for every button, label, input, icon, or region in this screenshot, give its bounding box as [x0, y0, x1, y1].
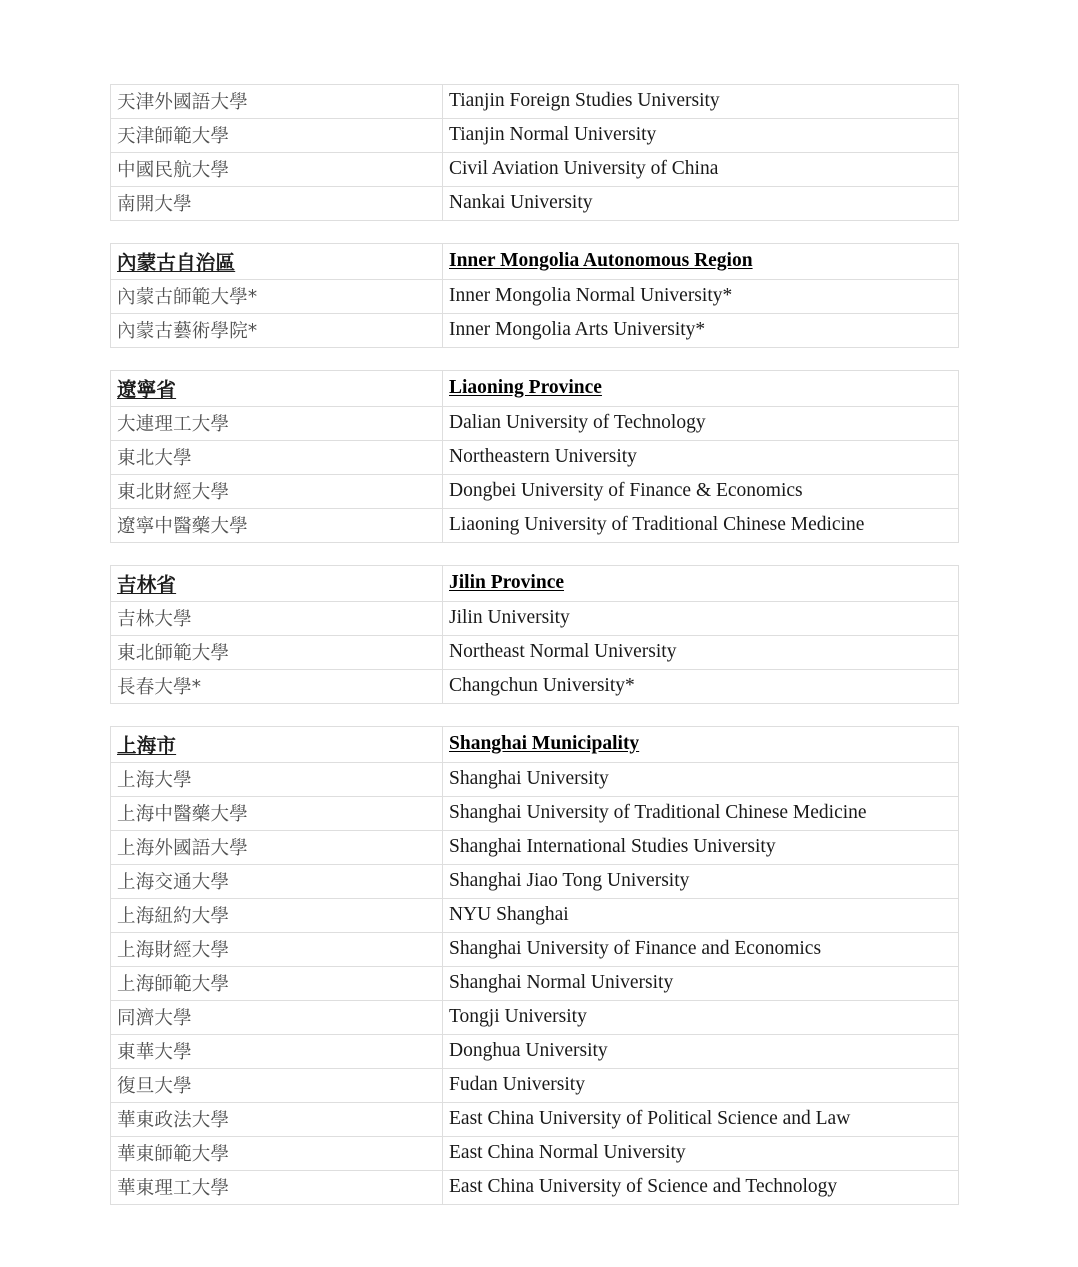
university-name-en: Nankai University: [443, 187, 959, 221]
table-row: [111, 280, 959, 314]
section-spacer-cell: [443, 543, 959, 566]
university-name-en: Shanghai University of Traditional Chinese Medicine: [443, 797, 959, 831]
university-name-zh: 大連理工大學: [111, 407, 443, 441]
university-name-en: East China Normal University: [443, 1137, 959, 1171]
university-name-en: Inner Mongolia Normal University*: [443, 280, 959, 314]
table-row: [111, 899, 959, 933]
university-name-zh: 復旦大學: [111, 1069, 443, 1103]
table-row: [111, 763, 959, 797]
university-name-zh: 中國民航大學: [111, 153, 443, 187]
university-name-zh: 遼寧中醫藥大學: [111, 509, 443, 543]
table-row: [111, 1171, 959, 1205]
university-name-en: Donghua University: [443, 1035, 959, 1069]
section-spacer-row: [111, 704, 959, 727]
region-heading-zh-text: 上海市: [117, 734, 177, 757]
table-row: [111, 797, 959, 831]
table-row: [111, 831, 959, 865]
region-heading-row: [111, 566, 959, 602]
university-name-zh: 東北師範大學: [111, 636, 443, 670]
region-heading-row: [111, 371, 959, 407]
region-heading-zh: [111, 371, 443, 407]
table-row: [111, 475, 959, 509]
university-name-zh: 上海中醫藥大學: [111, 797, 443, 831]
table-row: [111, 602, 959, 636]
university-name-zh: 東北大學: [111, 441, 443, 475]
university-name-en: Shanghai International Studies University: [443, 831, 959, 865]
table-row: [111, 1035, 959, 1069]
university-name-en: Civil Aviation University of China: [443, 153, 959, 187]
university-name-zh: 吉林大學: [111, 602, 443, 636]
university-name-en: Dongbei University of Finance & Economics: [443, 475, 959, 509]
table-body: [111, 85, 959, 1205]
university-name-en: Shanghai Normal University: [443, 967, 959, 1001]
bilingual-university-table: [110, 84, 959, 1205]
university-name-zh: 天津外國語大學: [111, 85, 443, 119]
section-spacer-cell: [111, 543, 443, 566]
university-name-zh: 上海外國語大學: [111, 831, 443, 865]
table-row: [111, 670, 959, 704]
table-row: [111, 119, 959, 153]
table-row: [111, 441, 959, 475]
section-spacer-cell: [443, 704, 959, 727]
university-name-en: Inner Mongolia Arts University*: [443, 314, 959, 348]
university-name-en: East China University of Science and Technology: [443, 1171, 959, 1205]
university-name-zh: 上海交通大學: [111, 865, 443, 899]
region-heading-zh: [111, 727, 443, 763]
university-name-zh: 內蒙古藝術學院*: [111, 314, 443, 348]
table-row: [111, 967, 959, 1001]
university-name-zh: 上海大學: [111, 763, 443, 797]
section-spacer-row: [111, 221, 959, 244]
table-row: [111, 636, 959, 670]
university-name-en: Dalian University of Technology: [443, 407, 959, 441]
university-name-en: Jilin University: [443, 602, 959, 636]
region-heading-row: [111, 727, 959, 763]
table-row: [111, 1069, 959, 1103]
region-heading-en-text: Inner Mongolia Autonomous Region: [449, 250, 753, 271]
university-name-en: Liaoning University of Traditional Chinese Medicine: [443, 509, 959, 543]
university-name-en: Northeast Normal University: [443, 636, 959, 670]
table-row: [111, 865, 959, 899]
table-row: [111, 1001, 959, 1035]
university-name-zh: 東華大學: [111, 1035, 443, 1069]
region-heading-en: [443, 244, 959, 280]
university-name-en: Shanghai University of Finance and Economics: [443, 933, 959, 967]
region-heading-zh: [111, 566, 443, 602]
region-heading-en: [443, 727, 959, 763]
region-heading-en-text: Liaoning Province: [449, 377, 602, 398]
region-heading-en-text: Shanghai Municipality: [449, 733, 640, 754]
table-row: [111, 85, 959, 119]
section-spacer-cell: [111, 348, 443, 371]
section-spacer-cell: [111, 221, 443, 244]
university-list-body: [110, 84, 958, 1205]
section-spacer-row: [111, 543, 959, 566]
university-name-zh: 華東理工大學: [111, 1171, 443, 1205]
university-name-en: Northeastern University: [443, 441, 959, 475]
university-name-zh: 東北財經大學: [111, 475, 443, 509]
university-name-en: Shanghai University: [443, 763, 959, 797]
university-name-zh: 內蒙古師範大學*: [111, 280, 443, 314]
region-heading-zh: [111, 244, 443, 280]
university-name-zh: 上海紐約大學: [111, 899, 443, 933]
table-row: [111, 407, 959, 441]
university-name-en: Changchun University*: [443, 670, 959, 704]
table-row: [111, 187, 959, 221]
university-name-zh: 南開大學: [111, 187, 443, 221]
region-heading-en: [443, 371, 959, 407]
section-spacer-cell: [111, 704, 443, 727]
university-name-en: Tianjin Normal University: [443, 119, 959, 153]
region-heading-zh-text: 內蒙古自治區: [117, 251, 236, 274]
university-name-en: Tianjin Foreign Studies University: [443, 85, 959, 119]
university-name-zh: 華東師範大學: [111, 1137, 443, 1171]
table-row: [111, 933, 959, 967]
university-name-en: NYU Shanghai: [443, 899, 959, 933]
university-name-en: Fudan University: [443, 1069, 959, 1103]
table-row: [111, 509, 959, 543]
region-heading-row: [111, 244, 959, 280]
section-spacer-cell: [443, 221, 959, 244]
university-name-en: Tongji University: [443, 1001, 959, 1035]
university-name-zh: 上海財經大學: [111, 933, 443, 967]
region-heading-zh-text: 遼寧省: [117, 378, 177, 401]
region-heading-zh-text: 吉林省: [117, 573, 177, 596]
university-name-en: Shanghai Jiao Tong University: [443, 865, 959, 899]
table-row: [111, 314, 959, 348]
section-spacer-row: [111, 348, 959, 371]
region-heading-en: [443, 566, 959, 602]
university-name-zh: 天津師範大學: [111, 119, 443, 153]
table-row: [111, 1103, 959, 1137]
table-row: [111, 1137, 959, 1171]
university-name-en: East China University of Political Science and Law: [443, 1103, 959, 1137]
section-spacer-cell: [443, 348, 959, 371]
university-name-zh: 同濟大學: [111, 1001, 443, 1035]
table-row: [111, 153, 959, 187]
university-name-zh: 長春大學*: [111, 670, 443, 704]
university-name-zh: 上海師範大學: [111, 967, 443, 1001]
university-name-zh: 華東政法大學: [111, 1103, 443, 1137]
region-heading-en-text: Jilin Province: [449, 572, 565, 593]
